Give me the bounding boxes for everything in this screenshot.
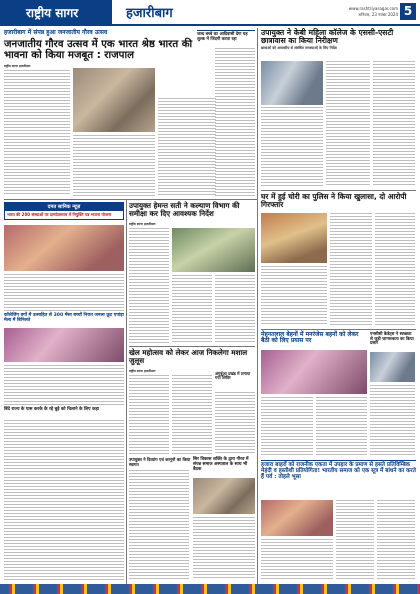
college-story (4, 314, 124, 324)
women-college-body-col3 (373, 61, 415, 187)
college-story-photo (4, 328, 124, 362)
welfare-body-col3 (215, 275, 255, 343)
mehendi-body-col2 (316, 397, 367, 457)
masthead-rule (0, 24, 420, 26)
website-url[interactable]: www.rashtriyasagar.com (348, 6, 398, 11)
college-story-body (4, 365, 124, 405)
section-title: हजारीबाग (126, 6, 173, 21)
bottom-banner-headline: हजारा बाहरों को राजनीक एकता में उपहार के प्रमाण से हसते प्रतिविम्बिक मेहंदी व हस्तीशी प्रतियोगिता! भारतीय समाज को एक सूत्र में बांधने का करते हैं पर्व : तोहले भूसा (261, 462, 416, 481)
welfare-photo (172, 228, 255, 272)
sports-body-col2 (172, 375, 212, 455)
lead-body-col3 (158, 98, 216, 196)
women-college-headline: उपायुक्त ने केबी महिला कॉलेज के एससी-एसटी छात्रावास का किया निरीक्षण (261, 28, 394, 46)
mid-notice-headline: बिंदे राज्य के पास करके के रहे बुड़े को चिलाने के लिए कहा (4, 407, 99, 412)
theft-headline: घर में हुई चोरी का पुलिस ने किया खुलासा, दो आरोपी गिरफ्तार (261, 192, 407, 209)
theft-story (261, 193, 415, 209)
sports-byline: राष्ट्रीय सागर हजारीबाग (129, 369, 156, 373)
bottom-banner-body-col3 (377, 500, 415, 580)
fair-box-kicker: भारत की 200 संस्थाओं पर दामदेवसयम में नियुक्ति पत्र भावना योजना (7, 212, 112, 217)
column-small-headline: उपायुक्त ने दिव्यांग एवं कानूनों का किया स्वागत (129, 457, 191, 467)
mehendi-story (261, 332, 367, 345)
welfare-body-col1 (129, 228, 169, 343)
section-rule-2 (261, 190, 416, 191)
masthead-paper-block (0, 0, 112, 24)
women-college-photo (261, 61, 323, 105)
column-rule-left (126, 200, 127, 584)
masthead-section-block (112, 0, 270, 24)
section-rule-1 (4, 199, 257, 200)
welfare-headline: उपायुक्त हेमन्त सती ने कल्याण विभाग की समीक्षा कर दिए आवश्यक निर्देश (129, 201, 240, 218)
page-number: 5 (400, 3, 416, 20)
right-col-photo (370, 352, 415, 382)
bottom-banner-body-col1 (261, 539, 333, 580)
column-small-story (129, 458, 191, 467)
mid-notice-body (4, 420, 124, 580)
bottom-banner (261, 460, 416, 480)
section-rule-4 (261, 329, 416, 330)
welfare-byline: राष्ट्रीय सागर हजारीबाग (129, 222, 156, 226)
lead-byline: राष्ट्रीय सागर हजारीबाग (4, 64, 31, 68)
sports-story (129, 349, 255, 365)
small-mid-headline: अंगुर्बुआ प्रखंड में लगाया गया शिविर (215, 371, 251, 381)
hospital-photo (193, 478, 255, 514)
hospital-headline: सिर विकास शक्ति के द्वारा गौरव में संपन्न समाज अस्पताल के साथ भी बैठक (193, 457, 249, 472)
fair-box-body (4, 274, 124, 312)
footer-strip (0, 584, 420, 594)
theft-photo (261, 213, 327, 263)
lead-body-col1 (4, 70, 70, 196)
side-note-body (215, 48, 255, 196)
bottom-banner-body-col2 (336, 500, 374, 580)
fair-box-photo (4, 225, 124, 271)
column-rule (257, 28, 258, 584)
column-small-body (129, 470, 189, 580)
masthead-meta (270, 0, 420, 24)
theft-body-col3 (375, 213, 415, 326)
lead-story (4, 30, 216, 61)
mehendi-headline: मेहनतलाल बेहनों में मनरंजेस बहनों को लेकर बैठी को लिए प्रयास पर (261, 331, 359, 345)
side-note-headline: जल्द बच्चे का आदिवासी देगा यह शुल्क में जिंदगी करता रहा (197, 31, 248, 41)
fair-box (4, 202, 124, 220)
right-col-body (370, 385, 415, 457)
lead-kicker: हजारीबाग में संपन्न हुआ जनजातीय गौरव उत्सव (4, 29, 108, 36)
small-mid-body (215, 392, 255, 455)
women-college-subhead: छात्राओं को आवासीय से संबंधित समस्याओं के लिए निर्देश (261, 46, 337, 51)
right-col-story (370, 332, 415, 346)
welfare-body-col2 (172, 275, 212, 343)
sports-headline: खेल महोत्सव को लेकर आज निकलेगा मशाल जुलूस (129, 348, 248, 365)
hospital-body (193, 517, 255, 580)
sports-body-col1 (129, 375, 169, 455)
lead-body-col2 (73, 135, 155, 196)
section-rule-3 (129, 346, 255, 347)
lead-headline: जनजातीय गौरव उत्सव में एक भारत श्रेष्ठ भारत की भावना को किया मजबूत : राजपाल (4, 38, 193, 61)
theft-body-col1 (261, 266, 327, 326)
bottom-banner-photo (261, 500, 333, 536)
side-note-box (197, 30, 255, 41)
women-college-body-col2 (326, 61, 370, 187)
issue-date: शनिवार, 23 नवंबर 2024 (358, 12, 398, 17)
lead-photo (73, 68, 155, 132)
mid-notice (4, 408, 124, 413)
women-college-body-col1 (261, 107, 323, 187)
mehendi-photo (261, 350, 367, 394)
right-col-headline: एनसीसी कैडेट्स ने स्वच्छता से जुड़ी जागरूकता का किया प्रसार (370, 331, 414, 346)
fair-box-title: दमत सानिक न्यूज़ (5, 203, 123, 211)
theft-body-col2 (330, 213, 372, 326)
college-story-headline: कॉलेजिंग वर्गो में उत्साहित से 300 मेंसा बच्चों निरात जनला फ्रूट एपांड़ा मेला में बिनिलते (4, 313, 124, 323)
hospital-story (193, 458, 255, 472)
women-college-story (261, 29, 415, 51)
paper-name: राष्ट्रीय सागर (26, 5, 79, 20)
welfare-story (129, 202, 255, 218)
masthead (0, 0, 420, 24)
mehendi-body-col1 (261, 397, 313, 457)
small-mid-story (215, 372, 255, 381)
